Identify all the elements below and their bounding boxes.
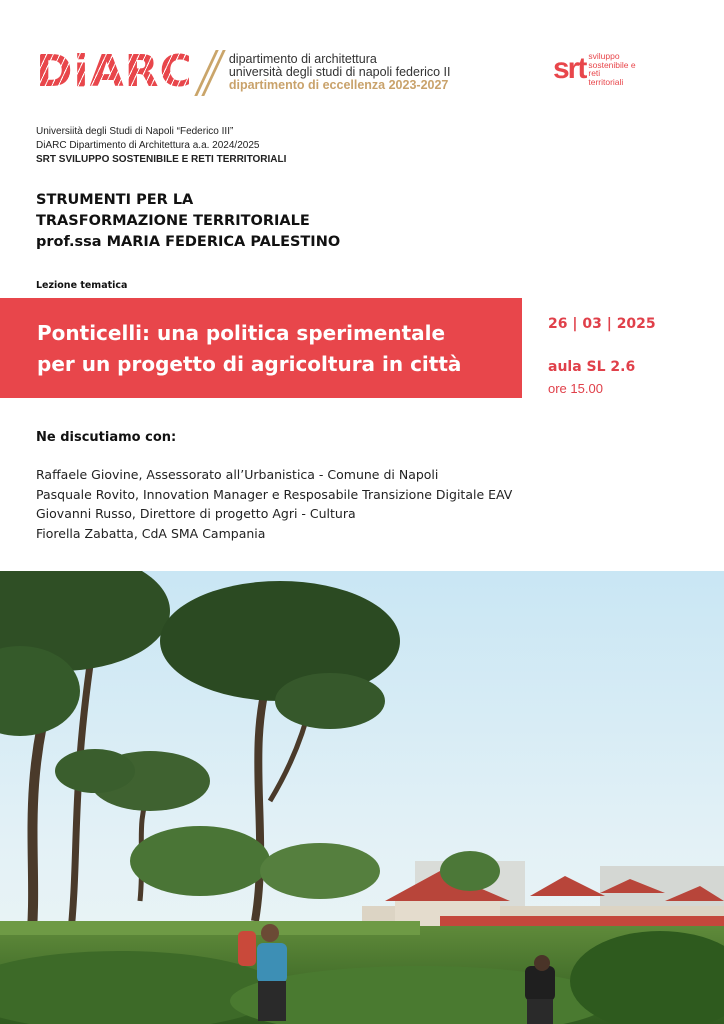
diarc-slash-mark (201, 50, 223, 94)
lecture-title-banner (0, 298, 522, 398)
srt-line-2: sostenibile e (588, 59, 636, 70)
speaker-item: Pasquale Rovito, Innovation Manager e Resposabile Transizione Digitale EAV (36, 486, 513, 502)
srt-logo-text (588, 52, 635, 86)
course-title-line2: TRASFORMAZIONE TERRITORIALE (36, 213, 310, 229)
srt-line-4: territoriali (588, 76, 624, 87)
program-name: SRT SVILUPPO SOSTENIBILE E RETI TERRITORIALI (36, 154, 287, 165)
diarc-line-excellence: dipartimento di eccellenza 2023-2027 (228, 77, 449, 92)
course-title (36, 190, 340, 253)
lecture-title-line2: per un progetto di agricoltura in città (37, 352, 462, 376)
diarc-line-dept: dipartimento di architettura (228, 51, 377, 66)
diarc-logo (36, 46, 451, 97)
speaker-item: Raffaele Giovine, Assessorato all’Urbanistica - Comune di Napoli (36, 467, 439, 482)
diarc-logo-text (229, 53, 451, 92)
lecture-time: ore 15.00 (548, 381, 603, 396)
lecture-date: 26 | 03 | 2025 (548, 316, 656, 332)
srt-logo-mark: srt (553, 52, 586, 85)
diarc-logo-word: DiARC (36, 46, 193, 97)
course-professor: prof.ssa MARIA FEDERICA PALESTINO (36, 234, 341, 250)
diarc-line-university: università degli studi di napoli federico II (228, 64, 451, 79)
university-name: Universiità degli Studi di Napoli “Federico III” (36, 126, 234, 137)
speaker-item: Fiorella Zabatta, CdA SMA Campania (36, 525, 266, 541)
srt-line-3: reti (588, 68, 601, 78)
lecture-type: Lezione tematica (36, 280, 128, 291)
speaker-item: Giovanni Russo, Direttore di progetto Agri - Cultura (36, 506, 356, 521)
speaker-list (36, 465, 512, 543)
lecture-title-line1: Ponticelli: una politica sperimentale (37, 321, 446, 345)
department-name: DiARC Dipartimento di Architettura a.a. 2024/2025 (36, 140, 260, 151)
srt-logo (553, 52, 636, 86)
discussion-heading: Ne discutiamo con: (36, 430, 177, 445)
institution-meta (36, 125, 286, 167)
urban-garden-photo (0, 571, 724, 1024)
srt-line-1: sviluppo (588, 51, 620, 61)
lecture-room: aula SL 2.6 (548, 359, 636, 375)
course-title-line1: STRUMENTI PER LA (36, 192, 194, 208)
